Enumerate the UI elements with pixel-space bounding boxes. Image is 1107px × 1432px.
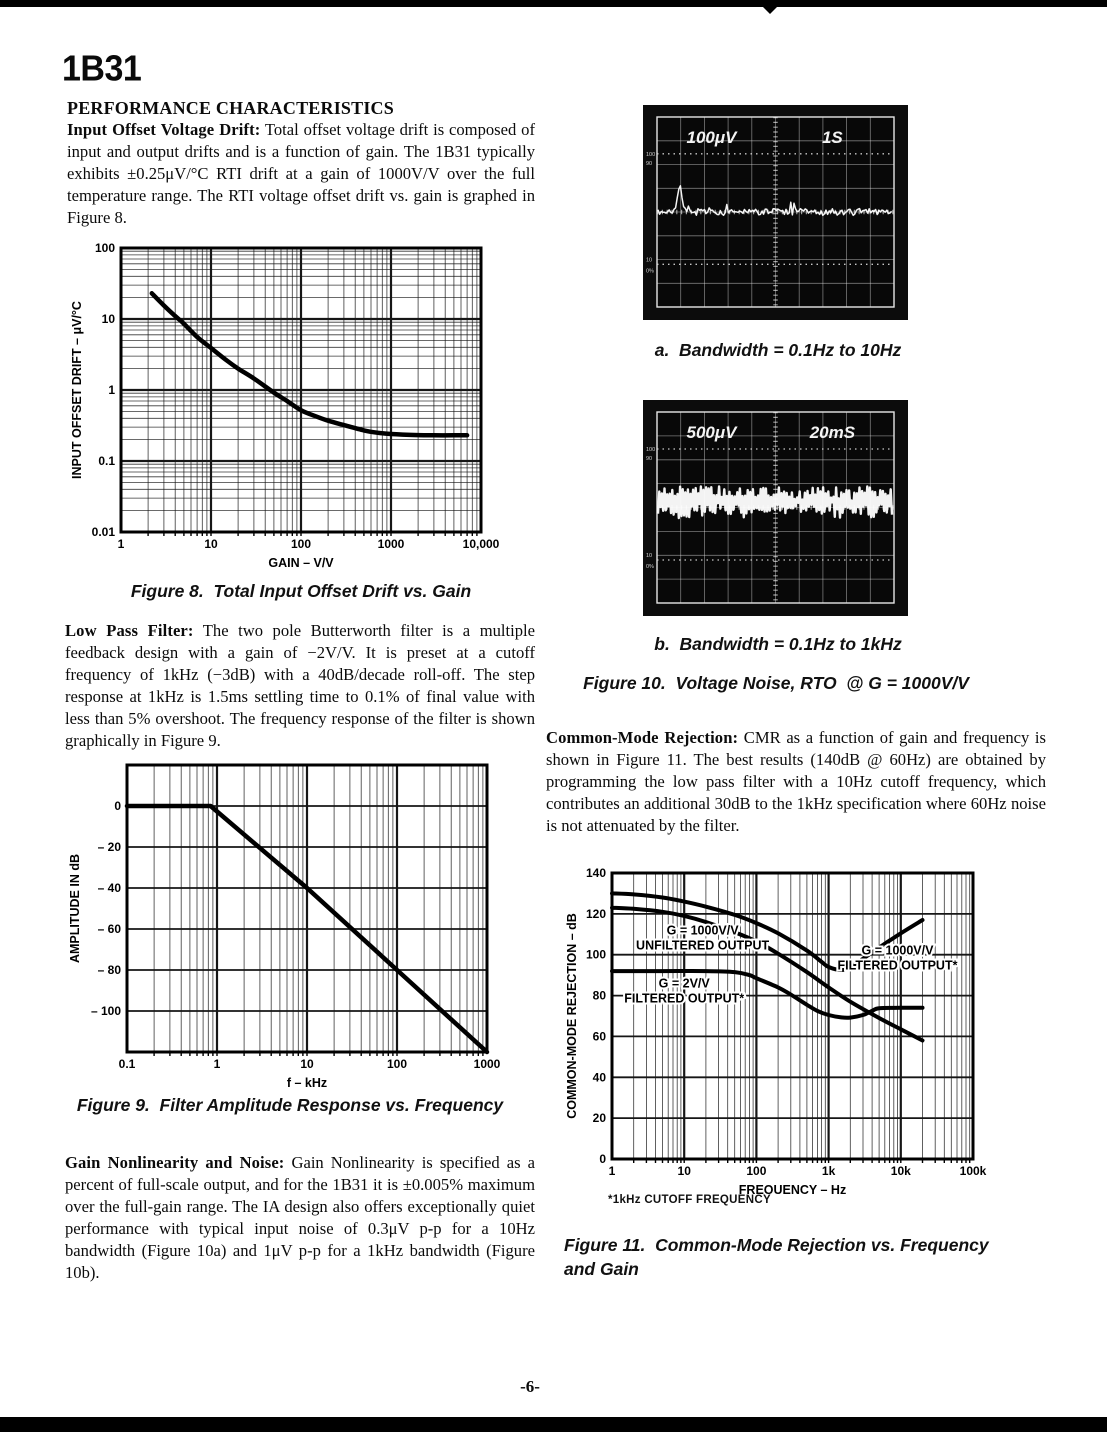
paragraph-lead: Low Pass Filter: <box>65 621 194 640</box>
section-heading: PERFORMANCE CHARACTERISTICS <box>67 98 394 118</box>
svg-text:0.1: 0.1 <box>118 1057 136 1071</box>
svg-text:– 100: – 100 <box>90 1004 121 1018</box>
paragraph-lead: Common-Mode Rejection: <box>546 728 739 747</box>
paragraph-input-offset-drift <box>67 119 535 229</box>
axis-ticks <box>68 799 501 1090</box>
svg-text:1000: 1000 <box>473 1057 501 1071</box>
fig8-svg <box>71 240 521 578</box>
svg-text:0%: 0% <box>646 268 654 275</box>
svg-text:– 60: – 60 <box>97 922 121 936</box>
fig11-svg <box>554 859 1054 1194</box>
scope-time-per-div: 1S <box>821 127 843 147</box>
svg-text:10: 10 <box>101 312 115 326</box>
svg-text:1000: 1000 <box>377 537 405 551</box>
svg-text:10: 10 <box>646 257 653 264</box>
axis-ticks <box>565 866 987 1194</box>
svg-text:90: 90 <box>646 456 653 463</box>
svg-text:140: 140 <box>585 866 606 880</box>
svg-text:90: 90 <box>646 160 653 167</box>
series <box>152 293 467 435</box>
scope-a-caption: a. Bandwidth = 0.1Hz to 10Hz <box>654 340 902 360</box>
svg-text:0.01: 0.01 <box>91 525 115 539</box>
scopeB-svg <box>643 400 908 616</box>
svg-text:G = 1000V/V: G = 1000V/V <box>666 923 739 938</box>
svg-text:10: 10 <box>677 1164 691 1178</box>
paragraph-lead: Gain Nonlinearity and Noise: <box>65 1153 285 1172</box>
svg-text:INPUT OFFSET DRIFT – μV/°C: INPUT OFFSET DRIFT – μV/°C <box>71 301 84 479</box>
svg-text:1: 1 <box>117 537 125 551</box>
scopeA-svg <box>643 105 908 320</box>
svg-text:– 20: – 20 <box>97 840 121 854</box>
svg-text:0.1: 0.1 <box>98 454 115 468</box>
page-title-model: 1B31 <box>62 49 142 89</box>
svg-text:1: 1 <box>213 1057 221 1071</box>
svg-text:FREQUENCY – Hz: FREQUENCY – Hz <box>738 1183 847 1194</box>
paragraph-body: Gain Nonlinearity is specified as a percent of full-scale output, and for the 1B31 it is ±0.005% maximum over the full-gain range. The IA design also offers exceptionally quiet performance with typical input noise of 0.3μV p-p for a 10Hz bandwidth (Figure 10a) and 1μV p-p for a 1kHz bandwidth (Figure 10b). <box>65 1153 536 1282</box>
svg-text:10,000: 10,000 <box>462 537 500 551</box>
scope-volts-per-div: 100μV <box>686 127 737 147</box>
svg-text:UNFILTERED OUTPUT: UNFILTERED OUTPUT <box>636 938 770 953</box>
svg-text:100: 100 <box>646 151 656 158</box>
figure9-caption: Figure 9. Filter Amplitude Response vs. Frequency <box>76 1095 504 1115</box>
svg-text:FILTERED OUTPUT*: FILTERED OUTPUT* <box>837 958 958 973</box>
svg-text:1: 1 <box>108 383 115 397</box>
svg-text:FILTERED OUTPUT*: FILTERED OUTPUT* <box>624 991 745 1006</box>
paragraph-common-mode-rejection <box>546 727 1046 837</box>
svg-text:– 40: – 40 <box>97 881 121 895</box>
svg-text:40: 40 <box>592 1070 606 1085</box>
figure8-chart <box>71 240 521 578</box>
oscilloscope-photo-a <box>643 105 908 320</box>
grid <box>612 873 973 1163</box>
figure9-chart <box>59 751 521 1099</box>
paragraph-low-pass-filter <box>65 620 535 752</box>
svg-text:G = 1000V/V: G = 1000V/V <box>861 943 934 958</box>
svg-text:100: 100 <box>646 447 656 454</box>
svg-text:100: 100 <box>746 1164 767 1178</box>
svg-text:100: 100 <box>94 241 115 255</box>
svg-text:– 80: – 80 <box>97 963 121 977</box>
svg-text:100: 100 <box>585 947 606 962</box>
scope-volts-per-div: 500μV <box>686 422 737 442</box>
svg-text:1k: 1k <box>821 1164 836 1178</box>
paragraph-body: CMR as a function of gain and frequency is shown in Figure 11. The best results (140dB @ 60Hz) are obtained by programming the low pass filter with a 10Hz cutoff frequency, which contributes an additional 30dB to the 1kHz specification where 60Hz noise is not attenuated by the filter. <box>546 728 1046 835</box>
paragraph-gain-nonlinearity <box>65 1152 535 1284</box>
scope-time-per-div: 20mS <box>809 422 856 442</box>
svg-text:20: 20 <box>592 1111 606 1126</box>
registration-mark <box>761 5 779 14</box>
svg-text:f – kHz: f – kHz <box>286 1076 328 1090</box>
figure11-chart <box>554 859 1054 1194</box>
fig9-svg <box>59 751 521 1099</box>
paragraph-body: The two pole Butterworth filter is a multiple feedback design with a gain of −2V/V. It is preset at a cutoff frequency of 1kHz (−3dB) with a 40dB/decade roll-off. The step response at 1kHz is 1.5ms settling time to 0.1% of final value with less than 5% overshoot. The frequency response of the filter is shown graphically in Figure 9. <box>65 621 536 750</box>
svg-text:10: 10 <box>300 1057 314 1071</box>
svg-text:G = 2V/V: G = 2V/V <box>658 976 710 991</box>
svg-text:10k: 10k <box>890 1164 911 1178</box>
svg-text:100: 100 <box>386 1057 408 1071</box>
svg-text:COMMON-MODE REJECTION – dB: COMMON-MODE REJECTION – dB <box>565 913 579 1119</box>
figure8-caption: Figure 8. Total Input Offset Drift vs. Gain <box>130 581 472 601</box>
figure11-footnote: *1kHz CUTOFF FREQUENCY <box>608 1194 771 1206</box>
svg-text:1: 1 <box>608 1164 616 1178</box>
top-rule <box>0 0 1107 7</box>
page-number: -6- <box>520 1377 540 1396</box>
svg-text:0: 0 <box>114 799 121 813</box>
svg-text:GAIN – V/V: GAIN – V/V <box>268 556 334 570</box>
svg-text:80: 80 <box>592 988 606 1003</box>
figure11-caption: Figure 11. Common-Mode Rejection vs. Frequency and Gain <box>564 1235 994 1279</box>
svg-text:10: 10 <box>646 553 653 560</box>
svg-text:10: 10 <box>204 537 218 551</box>
paragraph-body: Total offset voltage drift is composed of input and output drifts and is a function of gain. The 1B31 typically exhibits ±0.25μV/°C RTI drift at a gain of 1000V/V over the full temperature range. The RTI voltage offset drift vs. gain is graphed in Figure 8. <box>67 120 535 227</box>
svg-text:100k: 100k <box>959 1164 987 1178</box>
scope-b-caption: b. Bandwidth = 0.1Hz to 1kHz <box>654 634 902 654</box>
figure10-caption: Figure 10. Voltage Noise, RTO @ G = 1000V/V <box>583 673 969 693</box>
svg-text:0: 0 <box>599 1152 606 1166</box>
bottom-rule <box>0 1417 1107 1432</box>
svg-text:AMPLITUDE IN dB: AMPLITUDE IN dB <box>68 853 82 964</box>
svg-text:120: 120 <box>585 906 606 921</box>
svg-text:60: 60 <box>592 1029 606 1044</box>
svg-text:0%: 0% <box>646 564 654 571</box>
paragraph-lead: Input Offset Voltage Drift: <box>67 120 261 139</box>
plot-border <box>612 873 973 1159</box>
grid <box>121 248 481 536</box>
grid <box>127 765 487 1056</box>
svg-text:100: 100 <box>290 537 312 551</box>
oscilloscope-photo-b <box>643 400 908 616</box>
